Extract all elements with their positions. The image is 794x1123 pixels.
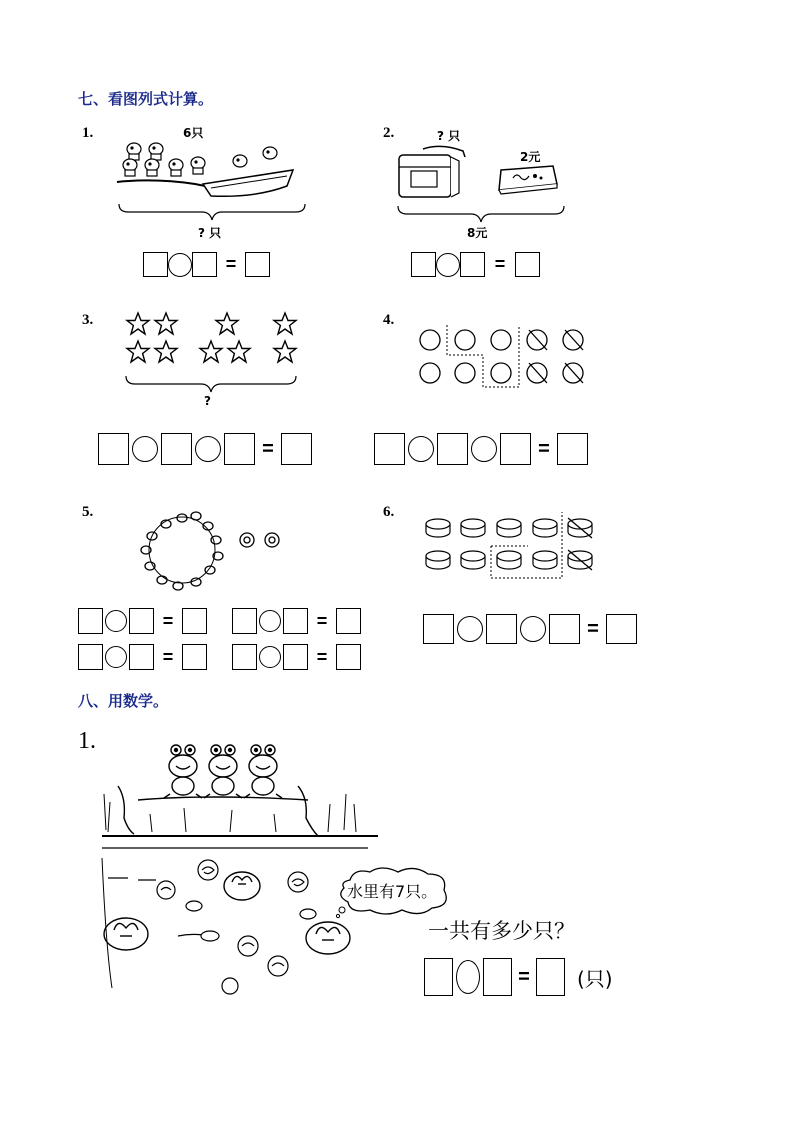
section8-equation (424, 958, 613, 996)
answer-box[interactable] (143, 252, 168, 277)
problem1-bottom-label: ? 只 (198, 226, 222, 240)
answer-box[interactable] (281, 433, 312, 465)
problem2-bottom-label: 8元 (467, 226, 488, 240)
answer-box[interactable] (182, 608, 207, 634)
problem4-number: 4. (383, 312, 395, 328)
section8-problem1-number: 1. (78, 728, 96, 754)
bracelet-illustration (138, 510, 288, 596)
equals-sign: = (225, 254, 237, 274)
operator-circle[interactable] (105, 610, 127, 632)
operator-circle[interactable] (105, 646, 127, 668)
problem1-brace (118, 202, 306, 222)
answer-box[interactable] (129, 608, 154, 634)
problem5-number: 5. (82, 504, 94, 520)
circles-illustration (415, 325, 595, 390)
operator-circle[interactable] (456, 960, 480, 994)
pencil-box-icon (495, 162, 561, 196)
coins-illustration (420, 512, 605, 582)
answer-box[interactable] (78, 608, 103, 634)
equals-sign: = (162, 610, 174, 631)
problem4-equation (374, 433, 588, 465)
problem3-bottom-label: ? (204, 394, 211, 408)
equals-sign: = (162, 646, 174, 667)
answer-box[interactable] (486, 614, 517, 644)
operator-circle[interactable] (457, 616, 483, 642)
answer-box[interactable] (182, 644, 207, 670)
problem5-equation-1 (78, 608, 207, 634)
answer-box[interactable] (549, 614, 580, 644)
equals-sign: = (262, 437, 274, 460)
problem5-equation-2 (232, 608, 361, 634)
answer-box[interactable] (515, 252, 540, 277)
answer-box[interactable] (483, 958, 512, 996)
problem1-equation (143, 252, 270, 277)
problem3-number: 3. (82, 312, 94, 328)
section8-title: 八、用数学。 (78, 692, 169, 710)
answer-box[interactable] (500, 433, 531, 465)
stars-illustration (125, 310, 305, 366)
operator-circle[interactable] (259, 610, 281, 632)
answer-box[interactable] (232, 644, 257, 670)
problem2-top-label: ? 只 (437, 129, 461, 143)
problem1-number: 1. (82, 125, 94, 141)
section7-title: 七、看图列式计算。 (78, 90, 214, 108)
problem1-top-label: 6只 (183, 126, 204, 140)
operator-circle[interactable] (168, 253, 192, 277)
answer-box[interactable] (192, 252, 217, 277)
problem5-equation-4 (232, 644, 361, 670)
answer-box[interactable] (606, 614, 637, 644)
equals-sign: = (587, 617, 599, 640)
problem5-equation-3 (78, 644, 207, 670)
speech-bubble-text: 水里有7只。 (347, 882, 438, 901)
problem2-number: 2. (383, 125, 395, 141)
answer-box[interactable] (336, 608, 361, 634)
answer-box[interactable] (232, 608, 257, 634)
operator-circle[interactable] (520, 616, 546, 642)
answer-box[interactable] (424, 958, 453, 996)
answer-box[interactable] (161, 433, 192, 465)
equals-sign: = (518, 965, 530, 988)
answer-box[interactable] (224, 433, 255, 465)
answer-box[interactable] (283, 644, 308, 670)
answer-box[interactable] (536, 958, 565, 996)
problem3-brace (125, 374, 297, 394)
answer-box[interactable] (437, 433, 468, 465)
equals-sign: = (538, 437, 550, 460)
operator-circle[interactable] (259, 646, 281, 668)
answer-box[interactable] (129, 644, 154, 670)
problem2-brace (397, 204, 565, 224)
answer-box[interactable] (98, 433, 129, 465)
operator-circle[interactable] (471, 436, 497, 462)
answer-box[interactable] (423, 614, 454, 644)
answer-box[interactable] (245, 252, 270, 277)
equals-sign: = (494, 254, 506, 274)
problem3-equation (98, 433, 312, 465)
problem6-equation (423, 614, 637, 644)
answer-box[interactable] (336, 644, 361, 670)
problem2-equation (411, 252, 540, 277)
equals-sign: = (316, 646, 328, 667)
answer-box[interactable] (557, 433, 588, 465)
bag-icon (393, 143, 469, 203)
problem6-number: 6. (383, 504, 395, 520)
operator-circle[interactable] (436, 253, 460, 277)
answer-box[interactable] (411, 252, 436, 277)
answer-box[interactable] (460, 252, 485, 277)
answer-box[interactable] (283, 608, 308, 634)
answer-box[interactable] (374, 433, 405, 465)
section8-question: 一共有多少只？ (428, 919, 575, 943)
operator-circle[interactable] (132, 436, 158, 462)
problem2-price-label: 2元 (520, 150, 541, 164)
operator-circle[interactable] (195, 436, 221, 462)
unit-label: (只) (577, 966, 613, 991)
answer-box[interactable] (78, 644, 103, 670)
operator-circle[interactable] (408, 436, 434, 462)
equals-sign: = (316, 610, 328, 631)
puppies-boat-illustration (115, 140, 305, 202)
